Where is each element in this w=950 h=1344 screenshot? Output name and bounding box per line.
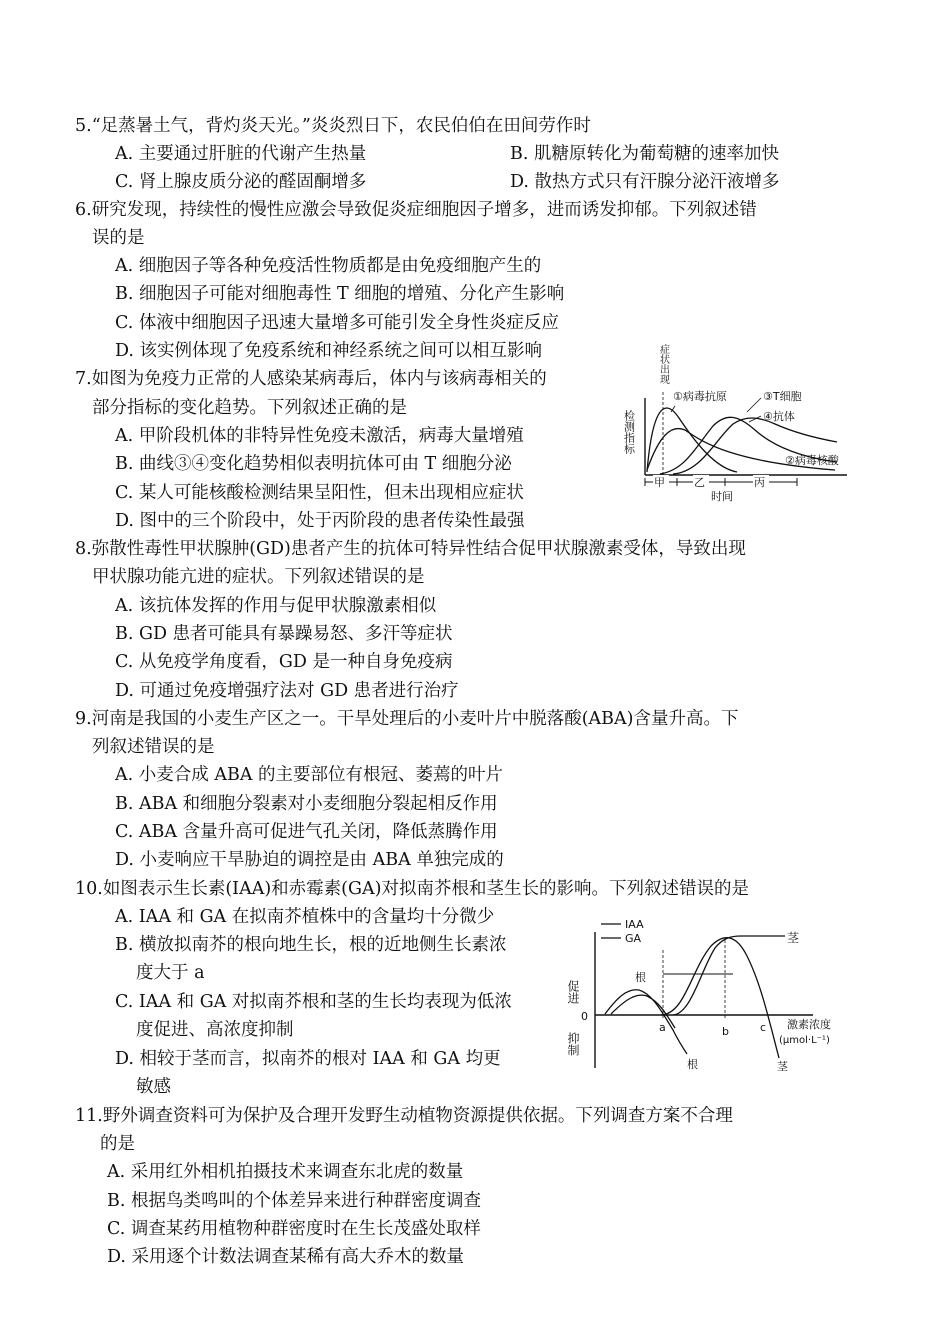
q10-xunit: (μmol·L⁻¹) [779, 1035, 830, 1046]
q10-label-stem-top: 茎 [787, 931, 800, 945]
q10-y-down: 抑制 [566, 1032, 580, 1056]
q9-option-b: B. ABA 和细胞分裂素对小麦细胞分裂起相反作用 [115, 794, 498, 814]
q10-option-d-line2: 敏感 [136, 1077, 171, 1097]
q10-legend-iaa: IAA [625, 918, 644, 931]
q5-option-b: B. 肌糖原转化为葡萄糖的速率加快 [510, 144, 779, 164]
q7-stage-bing: 丙 [754, 476, 765, 489]
q10-tick-c: c [760, 1021, 767, 1034]
q7-stem-line1: 7.如图为免疫力正常的人感染某病毒后，体内与该病毒相关的 [75, 369, 547, 389]
q7-label-nucleic-acid: ②病毒核酸 [785, 454, 839, 467]
q5-stem: 5.“足蒸暑土气，背灼炎天光。”炎炎烈日下，农民伯伯在田间劳作时 [75, 116, 591, 136]
q6-stem-line2: 误的是 [92, 228, 145, 248]
q10-option-c-line1: C. IAA 和 GA 对拟南芥根和茎的生长均表现为低浓 [115, 992, 512, 1012]
q7-symptom-label: 症状出现 [657, 344, 669, 384]
q5-option-d: D. 散热方式只有汗腺分泌汗液增多 [510, 172, 780, 192]
q6-stem-line1: 6.研究发现，持续性的慢性应激会导致促炎症细胞因子增多，进而诱发抑郁。下列叙述错 [75, 200, 757, 220]
q10-label-stem-bottom: 茎 [777, 1060, 788, 1073]
q10-stem: 10.如图表示生长素(IAA)和赤霉素(GA)对拟南芥根和茎生长的影响。下列叙述错误的是 [75, 879, 749, 899]
q9-option-c: C. ABA 含量升高可促进气孔关闭，降低蒸腾作用 [115, 822, 498, 842]
q6-option-d: D. 该实例体现了免疫系统和神经系统之间可以相互影响 [115, 341, 543, 361]
q7-label-antibody: ④抗体 [763, 410, 795, 423]
q10-option-d-line1: D. 相较于茎而言，拟南芥的根对 IAA 和 GA 均更 [115, 1049, 501, 1069]
q10-hormone-figure [565, 910, 855, 1075]
q9-stem-line2: 列叙述错误的是 [92, 737, 215, 757]
q7-leader-3 [747, 398, 761, 412]
q5-option-c: C. 肾上腺皮质分泌的醛固酮增多 [115, 172, 367, 192]
q8-stem-line2: 甲状腺功能亢进的症状。下列叙述错误的是 [92, 567, 425, 587]
q11-option-b: B. 根据鸟类鸣叫的个体差异来进行种群密度调查 [107, 1191, 481, 1211]
q9-stem-line1: 9.河南是我国的小麦生产区之一。干旱处理后的小麦叶片中脱落酸(ABA)含量升高。下 [75, 709, 739, 729]
q9-option-d: D. 小麦响应干旱胁迫的调控是由 ABA 单独完成的 [115, 850, 504, 870]
q7-virus-figure [615, 340, 855, 505]
q7-option-c: C. 某人可能核酸检测结果呈阳性，但未出现相应症状 [115, 483, 524, 503]
q7-stem-line2: 部分指标的变化趋势。下列叙述正确的是 [92, 398, 407, 418]
q10-legend-ga: GA [625, 932, 642, 945]
q11-stem-line1: 11.野外调查资料可为保护及合理开发野生动植物资源提供依据。下列调查方案不合理 [75, 1106, 733, 1126]
q8-option-c: C. 从免疫学角度看，GD 是一种自身免疫病 [115, 652, 453, 672]
q10-tick-a: a [659, 1021, 666, 1034]
q10-curve-stem-ga [673, 936, 785, 1015]
q7-stage-jia: 甲 [654, 476, 665, 489]
q6-option-c: C. 体液中细胞因子迅速大量增多可能引发全身性炎症反应 [115, 313, 559, 333]
q10-option-b-line2: 度大于 a [136, 963, 205, 983]
q8-option-b: B. GD 患者可能具有暴躁易怒、多汗等症状 [115, 624, 453, 644]
q7-ylabel: 检测指标 [622, 410, 636, 454]
q10-tick-b: b [722, 1025, 729, 1038]
q6-option-b: B. 细胞因子可能对细胞毒性 T 细胞的增殖、分化产生影响 [115, 284, 565, 304]
q10-zero: 0 [581, 1010, 588, 1023]
q8-option-d: D. 可通过免疫增强疗法对 GD 患者进行治疗 [115, 681, 459, 701]
q10-label-root-top: 根 [635, 971, 646, 984]
q11-option-d: D. 采用逐个计数法调查某稀有高大乔木的数量 [107, 1247, 465, 1267]
q11-option-c: C. 调查某药用植物种群密度时在生长茂盛处取样 [107, 1219, 481, 1239]
q10-option-c-line2: 度促进、高浓度抑制 [136, 1020, 294, 1040]
q7-xlabel: 时间 [711, 490, 733, 503]
q7-label-antigen: ①病毒抗原 [673, 390, 727, 403]
q8-stem-line1: 8.弥散性毒性甲状腺肿(GD)患者产生的抗体可特异性结合促甲状腺激素受体，导致出现 [75, 539, 746, 559]
q7-label-t-cell: ③T细胞 [763, 390, 802, 403]
q10-y-up: 促进 [566, 980, 580, 1004]
q11-option-a: A. 采用红外相机拍摄技术来调查东北虎的数量 [107, 1162, 464, 1182]
q6-option-a: A. 细胞因子等各种免疫活性物质都是由免疫细胞产生的 [115, 256, 542, 276]
q7-option-d: D. 图中的三个阶段中，处于丙阶段的患者传染性最强 [115, 511, 525, 531]
q7-option-a: A. 甲阶段机体的非特异性免疫未激活，病毒大量增殖 [115, 426, 524, 446]
q10-curve-root-iaa [605, 990, 687, 1054]
q10-option-a: A. IAA 和 GA 在拟南芥植株中的含量均十分微少 [115, 907, 495, 927]
q11-stem-line2: 的是 [100, 1134, 135, 1154]
q10-option-b-line1: B. 横放拟南芥的根向地生长，根的近地侧生长素浓 [115, 935, 507, 955]
q10-xlabel: 激素浓度 [787, 1018, 831, 1031]
q8-option-a: A. 该抗体发挥的作用与促甲状腺激素相似 [115, 596, 437, 616]
q7-stage-yi: 乙 [694, 476, 705, 489]
q5-option-a: A. 主要通过肝脏的代谢产生热量 [115, 144, 367, 164]
q7-option-b: B. 曲线③④变化趋势相似表明抗体可由 T 细胞分泌 [115, 454, 512, 474]
q10-label-root-bottom: 根 [687, 1058, 698, 1071]
q9-option-a: A. 小麦合成 ABA 的主要部位有根冠、萎蔫的叶片 [115, 765, 504, 785]
